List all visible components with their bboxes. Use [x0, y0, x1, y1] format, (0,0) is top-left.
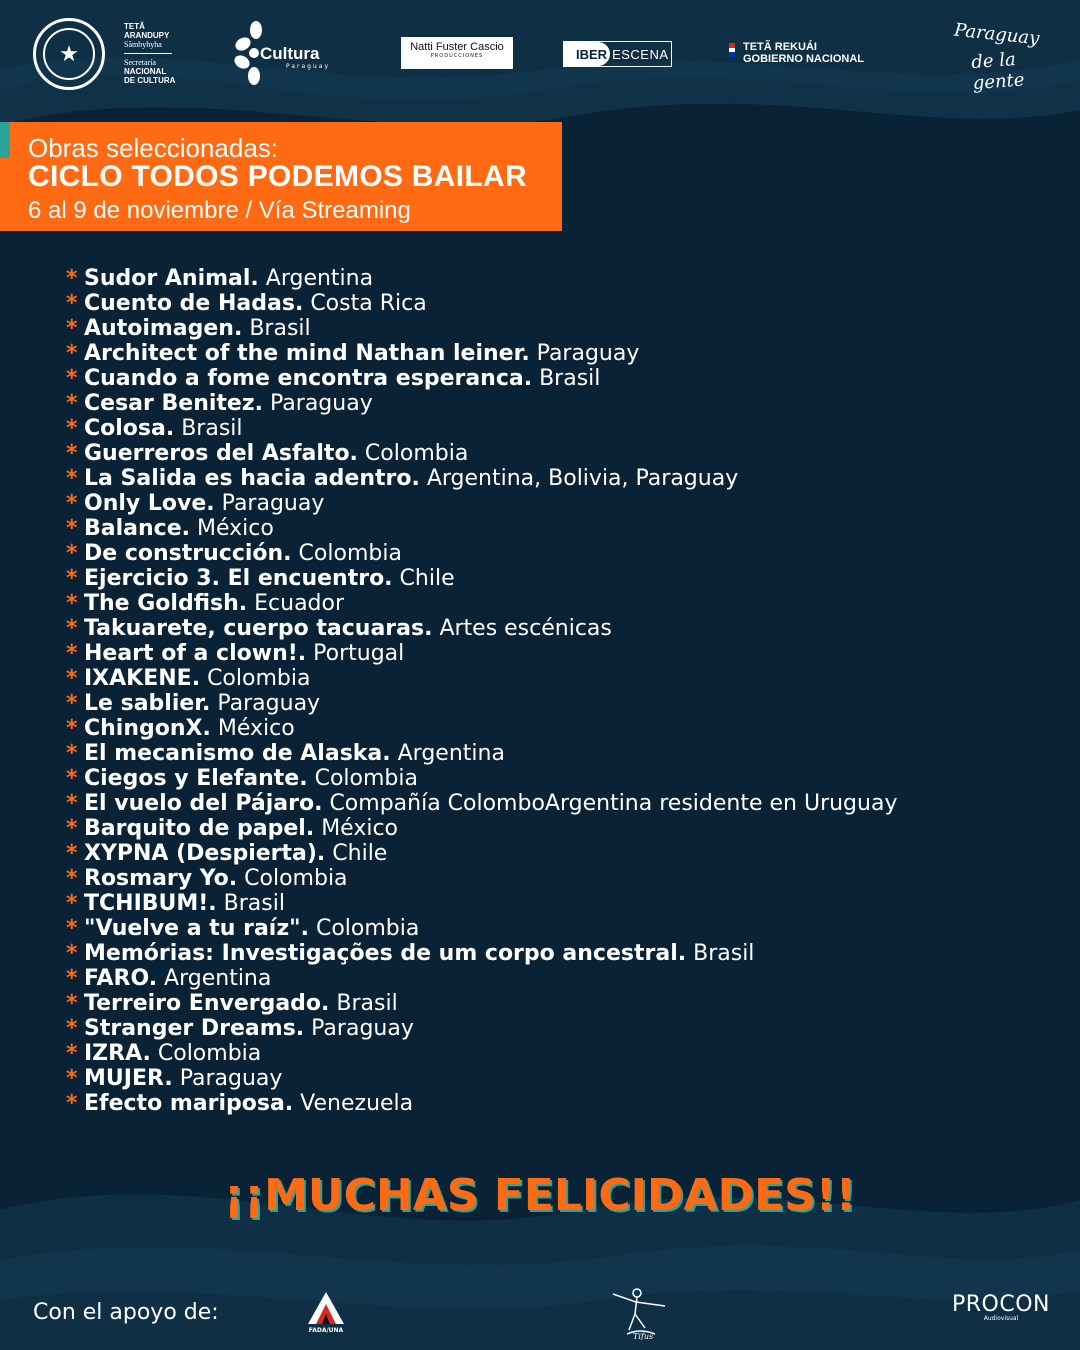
list-item — [66, 366, 897, 391]
work-title: Only Love. — [84, 491, 215, 516]
work-title: Cesar Benitez. — [84, 391, 264, 416]
page-title: CICLO TODOS PODEMOS BAILAR — [28, 160, 527, 193]
work-country: Paraguay — [221, 491, 325, 516]
list-item — [66, 516, 897, 541]
bullet-asterisk: * — [66, 916, 78, 941]
bullet-asterisk: * — [66, 841, 78, 866]
list-item — [66, 491, 897, 516]
work-country: Colombia — [314, 766, 418, 791]
list-item — [66, 441, 897, 466]
work-title: Stranger Dreams. — [84, 1016, 305, 1041]
work-title: La Salida es hacia adentro. — [84, 466, 420, 491]
procon-sub: Audiovisual — [983, 1315, 1019, 1322]
congratulations-heading: ¡¡MUCHAS FELICIDADES!! — [224, 1170, 856, 1221]
work-country: Colombia — [298, 541, 402, 566]
seal-line: NACIONAL — [124, 67, 167, 76]
iber-part: IBER — [564, 42, 610, 66]
work-title: Barquito de papel. — [84, 816, 315, 841]
bullet-asterisk: * — [66, 1041, 78, 1066]
list-item — [66, 291, 897, 316]
bullet-asterisk: * — [66, 291, 78, 316]
bullet-asterisk: * — [66, 566, 78, 591]
list-item — [66, 741, 897, 766]
work-country: Venezuela — [300, 1091, 414, 1116]
bullet-asterisk: * — [66, 941, 78, 966]
work-country: Colombia — [207, 666, 311, 691]
work-country: Chile — [332, 841, 388, 866]
bullet-asterisk: * — [66, 866, 78, 891]
bullet-asterisk: * — [66, 516, 78, 541]
work-country: Brasil — [336, 991, 398, 1016]
cultura-paraguay-logo — [234, 20, 344, 90]
work-title: El mecanismo de Alaska. — [84, 741, 391, 766]
list-item — [66, 766, 897, 791]
dancer-logo-text: Tifus — [633, 1332, 654, 1340]
title-accent-bar — [0, 122, 10, 158]
list-item — [66, 1041, 897, 1066]
natti-name: Natti Fuster Cascio — [410, 41, 504, 53]
list-item — [66, 891, 897, 916]
bullet-asterisk: * — [66, 591, 78, 616]
bullet-asterisk: * — [66, 366, 78, 391]
list-item — [66, 916, 897, 941]
work-country: Portugal — [313, 641, 405, 666]
list-item — [66, 341, 897, 366]
list-item — [66, 816, 897, 841]
list-item — [66, 666, 897, 691]
work-title: IZRA. — [84, 1041, 151, 1066]
work-country: México — [196, 516, 274, 541]
list-item — [66, 266, 897, 291]
work-country: Brasil — [223, 891, 285, 916]
list-item — [66, 716, 897, 741]
work-country: Paraguay — [270, 391, 373, 416]
bullet-asterisk: * — [66, 666, 78, 691]
paraguay-de-la-gente-logo — [950, 19, 1060, 95]
pyg-line1: Paraguay — [953, 19, 1041, 50]
teta-line2: GOBIERNO NACIONAL — [743, 53, 864, 65]
work-country: México — [217, 716, 295, 741]
work-country: Argentina — [265, 266, 374, 291]
list-item — [66, 1016, 897, 1041]
work-title: Ciegos y Elefante. — [84, 766, 308, 791]
bullet-asterisk: * — [66, 341, 78, 366]
list-item — [66, 541, 897, 566]
list-item — [66, 391, 897, 416]
list-item — [66, 316, 897, 341]
work-title: El vuelo del Pájaro. — [84, 791, 323, 816]
work-country: Colombia — [157, 1041, 262, 1066]
work-country: Colombia — [364, 441, 469, 466]
work-country: Chile — [399, 566, 455, 591]
list-item — [66, 691, 897, 716]
bullet-asterisk: * — [66, 1016, 78, 1041]
list-item — [66, 966, 897, 991]
title-subheading: Obras seleccionadas: — [28, 133, 279, 163]
work-title: Balance. — [84, 516, 190, 541]
work-title: Efecto mariposa. — [84, 1091, 294, 1116]
pyg-line2: de la gente — [970, 49, 1026, 95]
work-country: Argentina — [164, 966, 272, 991]
seal-line: TETÃ — [124, 22, 145, 31]
work-title: Colosa. — [84, 416, 175, 441]
event-dates: 6 al 9 de noviembre / Vía Streaming — [28, 197, 411, 224]
work-title: Autoimagen. — [84, 316, 243, 341]
work-title: ChingonX. — [84, 716, 211, 741]
bullet-asterisk: * — [66, 641, 78, 666]
bullet-asterisk: * — [66, 316, 78, 341]
work-title: IXAKENE. — [84, 666, 201, 691]
procon-word: PROCON — [951, 1292, 1050, 1317]
work-country: Brasil — [539, 366, 601, 391]
title-banner — [0, 122, 562, 231]
teta-line1: TETÃ REKUÁI — [743, 41, 817, 53]
bullet-asterisk: * — [66, 966, 78, 991]
procon-logo — [946, 1292, 1056, 1332]
bullet-asterisk: * — [66, 1066, 78, 1091]
work-country: Compañía ColomboArgentina residente en Uruguay — [329, 791, 898, 816]
support-label: Con el apoyo de: — [33, 1300, 219, 1325]
natti-sub: PRODUCCIONES — [430, 53, 484, 59]
work-title: Architect of the mind Nathan leiner. — [84, 341, 530, 366]
bullet-asterisk: * — [66, 766, 78, 791]
republica-seal-logo — [33, 18, 105, 90]
work-title: Memórias: Investigações de um corpo ancestral. — [84, 941, 687, 966]
work-country: Paraguay — [217, 691, 321, 716]
work-title: Rosmary Yo. — [84, 866, 238, 891]
work-title: FARO. — [84, 966, 158, 991]
seal-line: Sãmbyhyha — [124, 40, 162, 49]
work-title: Cuento de Hadas. — [84, 291, 304, 316]
work-country: México — [321, 816, 399, 841]
work-country: Ecuador — [254, 591, 345, 616]
dancer-logo — [605, 1284, 675, 1340]
fada-una-logo — [306, 1290, 346, 1336]
list-item — [66, 416, 897, 441]
bullet-asterisk: * — [66, 541, 78, 566]
dancer-icon — [605, 1284, 675, 1340]
work-title: Terreiro Envergado. — [84, 991, 330, 1016]
work-title: Sudor Animal. — [84, 266, 259, 291]
work-country: Paraguay — [311, 1016, 414, 1041]
gobierno-nacional-logo — [730, 41, 864, 65]
work-title: De construcción. — [84, 541, 292, 566]
escena-part: ESCENA — [612, 46, 669, 62]
list-item — [66, 641, 897, 666]
work-title: TCHIBUM!. — [84, 891, 217, 916]
work-country: Brasil — [181, 416, 243, 441]
list-item — [66, 866, 897, 891]
seal-line: DE CULTURA — [124, 76, 176, 85]
natti-fuster-logo — [401, 37, 513, 69]
bullet-asterisk: * — [66, 441, 78, 466]
work-country: Argentina, Bolivia, Paraguay — [426, 466, 739, 491]
bullet-asterisk: * — [66, 691, 78, 716]
cultura-sub: Paraguay — [286, 63, 331, 70]
fada-icon — [306, 1290, 346, 1326]
bullet-asterisk: * — [66, 891, 78, 916]
list-item — [66, 791, 897, 816]
bullet-asterisk: * — [66, 1091, 78, 1116]
bullet-asterisk: * — [66, 991, 78, 1016]
bullet-asterisk: * — [66, 491, 78, 516]
work-title: Ejercicio 3. El encuentro. — [84, 566, 393, 591]
bullet-asterisk: * — [66, 716, 78, 741]
work-title: The Goldfish. — [84, 591, 248, 616]
work-title: "Vuelve a tu raíz". — [84, 916, 309, 941]
work-country: Paraguay — [536, 341, 640, 366]
seal-line: ARANDUPY — [124, 31, 170, 40]
list-item — [66, 1066, 897, 1091]
work-country: Paraguay — [179, 1066, 283, 1091]
work-title: Takuarete, cuerpo tacuaras. — [84, 616, 433, 641]
work-country: Colombia — [244, 866, 348, 891]
list-item — [66, 466, 897, 491]
work-country: Brasil — [249, 316, 311, 341]
list-item — [66, 991, 897, 1016]
work-country: Costa Rica — [310, 291, 427, 316]
fada-text: FADA/UNA — [308, 1327, 344, 1334]
work-title: MUJER. — [84, 1066, 173, 1091]
list-item — [66, 616, 897, 641]
work-country: Argentina — [397, 741, 505, 766]
list-item — [66, 841, 897, 866]
work-title: Guerreros del Asfalto. — [84, 441, 358, 466]
work-country: Brasil — [693, 941, 755, 966]
bullet-asterisk: * — [66, 741, 78, 766]
list-item — [66, 941, 897, 966]
bullet-asterisk: * — [66, 391, 78, 416]
cultura-word: Cultura — [260, 44, 320, 63]
star-seal-icon: ★ — [43, 28, 95, 80]
works-list — [66, 266, 897, 1116]
work-country: Colombia — [315, 916, 420, 941]
bullet-asterisk: * — [66, 616, 78, 641]
list-item — [66, 1091, 897, 1116]
bullet-asterisk: * — [66, 466, 78, 491]
work-title: Le sablier. — [84, 691, 211, 716]
seal-line: Secretaría — [124, 58, 156, 67]
paraguay-flag-icon — [729, 43, 735, 57]
bullet-asterisk: * — [66, 266, 78, 291]
bullet-asterisk: * — [66, 816, 78, 841]
work-title: Heart of a clown!. — [84, 641, 307, 666]
list-item — [66, 591, 897, 616]
work-title: XYPNA (Despierta). — [84, 841, 326, 866]
bullet-asterisk: * — [66, 791, 78, 816]
list-item — [66, 566, 897, 591]
secretaria-cultura-logo-text — [124, 22, 194, 85]
bullet-asterisk: * — [66, 416, 78, 441]
work-title: Cuando a fome encontra esperanca. — [84, 366, 533, 391]
iberescena-logo — [563, 41, 672, 67]
work-country: Artes escénicas — [439, 616, 612, 641]
